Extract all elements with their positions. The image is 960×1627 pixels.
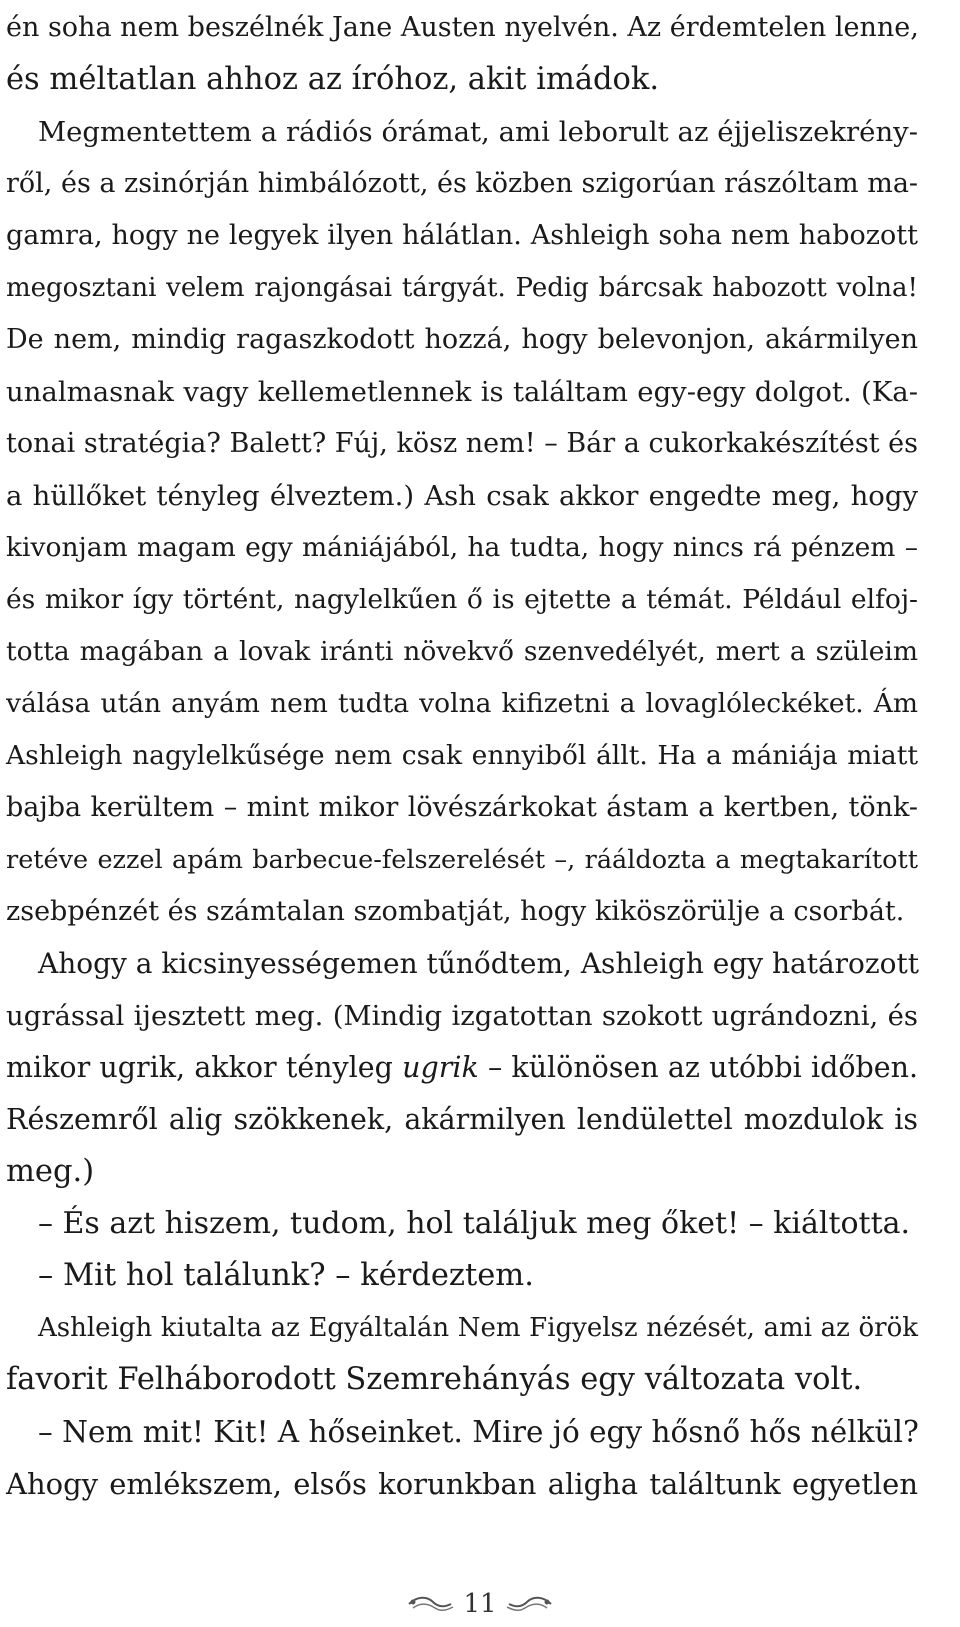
text-line: és mikor így történt, nagylelkűen ő is ejtette a témát. Például elfoj- xyxy=(6,584,918,615)
text-line: megosztani velem rajongásai tárgyát. Pedig bárcsak habozott volna! xyxy=(6,273,918,303)
text-line: és méltatlan ahhoz az íróhoz, akit imádok. xyxy=(6,62,660,97)
text-line: válása után anyám nem tudta volna kifizetni a lovaglóleckéket. Ám xyxy=(6,688,918,719)
text-line: – Nem mit! Kit! A hőseinket. Mire jó egy hősnő hős nélkül? xyxy=(38,1415,919,1449)
text-line: – Mit hol találunk? – kérdeztem. xyxy=(38,1258,534,1293)
text-line: Ashleigh nagylelkűsége nem csak ennyiből állt. Ha a mániája miatt xyxy=(6,740,918,771)
text-line: Ahogy a kicsinyességemen tűnődtem, Ashleigh egy határozott xyxy=(38,947,920,980)
text-line: zsebpénzét és számtalan szombatját, hogy kiköszörülje a csorbát. xyxy=(6,896,905,927)
text-segment: – különösen az utóbbi időben. xyxy=(487,1051,918,1084)
text-line: tonai stratégia? Balett? Fúj, kösz nem! – Bár a cukorkakészítést és xyxy=(6,428,918,459)
text-line: ről, és a zsinórján himbálózott, és közben szigorúan rászóltam ma- xyxy=(6,168,919,199)
text-line: unalmasnak vagy kellemetlennek is találtam egy-egy dolgot. (Ka- xyxy=(6,376,918,408)
text-line: Részemről alig szökkenek, akármilyen lendülettel mozdulok is xyxy=(6,1103,918,1136)
text-line-with-italic xyxy=(6,1042,918,1094)
text-line: ugrással ijesztett meg. (Mindig izgatottan szokott ugrándozni, és xyxy=(6,1000,918,1032)
text-line: De nem, mindig ragaszkodott hozzá, hogy belevonjon, akármilyen xyxy=(6,324,918,355)
text-line: Ahogy emlékszem, elsős korunkban aligha találtunk egyetlen xyxy=(6,1467,918,1501)
page-footer xyxy=(0,1584,960,1624)
text-line: totta magában a lovak iránti növekvő szenvedélyét, mert a szüleim xyxy=(6,636,918,667)
text-line: a hüllőket tényleg élveztem.) Ash csak akkor engedte meg, hogy xyxy=(6,480,918,512)
text-line: – És azt hiszem, tudom, hol találjuk meg őket! – kiáltotta. xyxy=(38,1206,911,1241)
text-line: én soha nem beszélnék Jane Austen nyelvén. Az érdemtelen lenne, xyxy=(6,12,919,43)
text-line: kivonjam magam egy mániájából, ha tudta, hogy nincs rá pénzem – xyxy=(6,532,918,563)
text-line: Megmentettem a rádiós órámat, ami leborult az éjjeliszekrény- xyxy=(38,116,918,148)
text-segment: mikor ugrik, akkor tényleg xyxy=(6,1051,393,1084)
text-line: favorit Felháborodott Szemrehányás egy változata volt. xyxy=(6,1362,863,1397)
italic-word: ugrik xyxy=(402,1051,479,1084)
left-flourish-icon xyxy=(407,1594,455,1614)
page-number: 11 xyxy=(463,1589,497,1619)
text-line: Ashleigh kiutalta az Egyáltalán Nem Figyelsz nézését, ami az örök xyxy=(38,1313,918,1343)
text-line: meg.) xyxy=(6,1154,95,1189)
text-line: gamra, hogy ne legyek ilyen hálátlan. Ashleigh soha nem habozott xyxy=(6,220,918,251)
text-line: retéve ezzel apám barbecue-felszerelését –, rááldozta a megtakarított xyxy=(6,845,918,875)
right-flourish-icon xyxy=(505,1594,553,1614)
text-line: bajba kerültem – mint mikor lövészárkokat ástam a kertben, tönk- xyxy=(6,792,918,823)
